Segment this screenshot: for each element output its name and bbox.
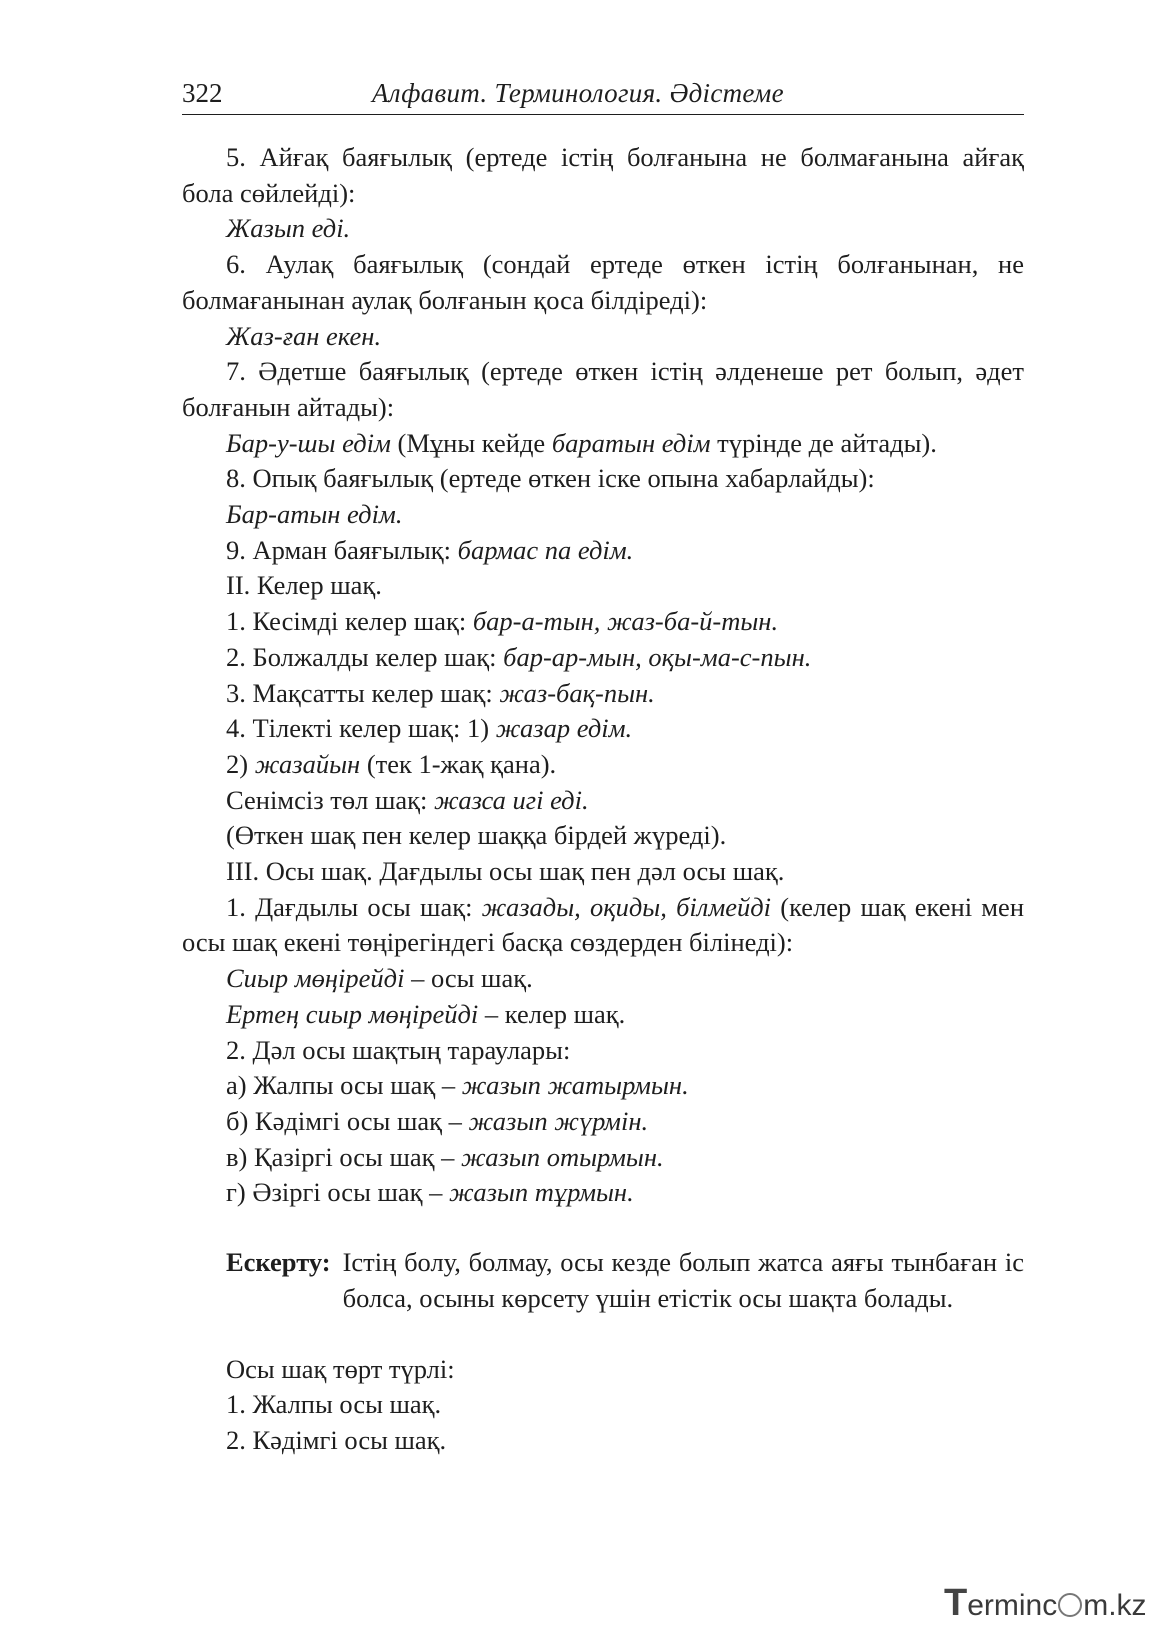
example-text: жазады, оқиды, білмейді — [481, 891, 772, 922]
example-line — [182, 497, 1024, 533]
example-text: бармас па едім. — [457, 534, 634, 565]
running-title: Алфавит. Терминология. Әдістеме — [372, 78, 784, 108]
text-span: 1. Кесімді келер шақ: — [226, 606, 473, 637]
text-span: 4. Тілекті келер шақ: 1) — [226, 713, 496, 744]
note-block — [182, 1245, 1024, 1316]
example-text: жаз-бақ-пын. — [499, 677, 655, 708]
example-text: Жаз-ған екен. — [226, 320, 382, 351]
page-number: 322 — [182, 78, 223, 108]
list-item — [182, 1068, 1024, 1104]
example-text: Жазып еді. — [226, 213, 351, 244]
example-text: Бар-у-шы едім — [226, 427, 391, 458]
example-text: жазар едім. — [495, 713, 633, 744]
text-span: 2) — [226, 748, 255, 779]
example-text: жазып жатырмын. — [461, 1070, 689, 1101]
list-item — [182, 1104, 1024, 1140]
example-text: баратын едім — [551, 427, 711, 458]
list-item: 1. Жалпы осы шақ. — [226, 1389, 442, 1420]
list-item — [182, 711, 1024, 747]
example-text: Бар-атын едім. — [226, 499, 403, 530]
list-item: 2. Кәдімгі осы шақ. — [226, 1424, 447, 1455]
text-span: түрінде де айтады). — [710, 427, 937, 458]
note-label: Ескерту: — [226, 1247, 331, 1278]
text-span: (келер шақ екені мен осы шақ екені төңірегіндегі басқа сөздерден білінеді): — [182, 891, 1025, 958]
example-line — [182, 961, 1024, 997]
watermark-text: erminc — [967, 1589, 1058, 1622]
text-span: 3. Мақсатты келер шақ: — [226, 677, 500, 708]
paragraph-5: 5. Айғақ баяғылық (ертеде істің болғанына не болмағанына айғақ бола сөйлейді): — [182, 142, 1024, 208]
example-text: жазайын — [254, 748, 361, 779]
example-text: бар-а-тын, жаз-ба-й-тын. — [472, 606, 779, 637]
section-heading-present: ІІІ. Осы шақ. Дағдылы осы шақ пен дәл осы шақ. — [226, 856, 785, 887]
paragraph-9 — [182, 533, 1024, 569]
paragraph-8: 8. Опық баяғылық (ертеде өткен іске опына хабарлайды): — [226, 463, 875, 494]
page-header — [182, 76, 1024, 115]
text-span: 9. Арман баяғылық: — [226, 534, 458, 565]
example-line — [182, 211, 1024, 247]
text-span: а) Жалпы осы шақ – — [226, 1070, 462, 1101]
example-line — [182, 426, 1024, 462]
list-note: (Өткен шақ пен келер шаққа бірдей жүреді). — [226, 820, 727, 851]
text-span: Сенімсіз төл шақ: — [226, 784, 435, 815]
tail-heading: Осы шақ төрт түрлі: — [226, 1353, 455, 1384]
watermark-initial: T — [944, 1582, 968, 1624]
example-text: бар-ар-мын, оқы-ма-с-пын. — [503, 641, 812, 672]
text-span: (тек 1-жақ қана). — [360, 748, 557, 779]
list-item — [182, 1175, 1024, 1211]
example-text: Ертең сиыр мөңірейді — [226, 998, 479, 1029]
section-heading-future: ІІ. Келер шақ. — [226, 570, 382, 601]
example-line — [182, 997, 1024, 1033]
text-span: в) Қазіргі осы шақ – — [226, 1141, 461, 1172]
example-text: жазса игі еді. — [434, 784, 589, 815]
text-span: – келер шақ. — [478, 998, 626, 1029]
magnifier-icon — [1058, 1593, 1082, 1617]
paragraph-7: 7. Әдетше баяғылық (ертеде өткен істің әлденеше рет болып, әдет болғанын айтады): — [182, 356, 1024, 422]
list-item — [182, 640, 1024, 676]
example-text: Сиыр мөңірейді — [226, 963, 405, 994]
text-span: – осы шақ. — [404, 963, 533, 994]
text-span: б) Кәдімгі осы шақ – — [226, 1105, 469, 1136]
text-span: (Мұны кейде — [390, 427, 552, 458]
watermark-text-end: m.kz — [1083, 1589, 1147, 1622]
paragraph-6: 6. Аулақ баяғылық (сондай ертеде өткен істің болғанынан, не болмағанынан аулақ болғанын қоса білдіреді): — [182, 249, 1024, 315]
page-body — [182, 140, 1024, 1459]
spacer — [182, 1317, 1024, 1352]
example-line — [182, 319, 1024, 355]
example-text: жазып жүрмін. — [468, 1105, 649, 1136]
watermark-logo — [944, 1582, 1147, 1624]
text-span: 2. Болжалды келер шақ: — [226, 641, 504, 672]
note-text: Істің болу, болмау, осы кезде болып жатса аяғы тынбаған іс болса, осыны көрсету үшін етістік осы шақта болады. — [342, 1247, 1024, 1313]
text-span: 1. Дағдылы осы шақ: — [226, 891, 482, 922]
list-item: 2. Дәл осы шақтың тараулары: — [226, 1034, 571, 1065]
list-item — [182, 783, 1024, 819]
paragraph-habitual — [182, 890, 1024, 961]
list-item — [182, 604, 1024, 640]
list-item — [182, 747, 1024, 783]
example-text: жазып тұрмын. — [449, 1177, 634, 1208]
list-item — [182, 1140, 1024, 1176]
text-span: г) Әзіргі осы шақ – — [226, 1177, 450, 1208]
example-text: жазып отырмын. — [460, 1141, 664, 1172]
list-item — [182, 676, 1024, 712]
